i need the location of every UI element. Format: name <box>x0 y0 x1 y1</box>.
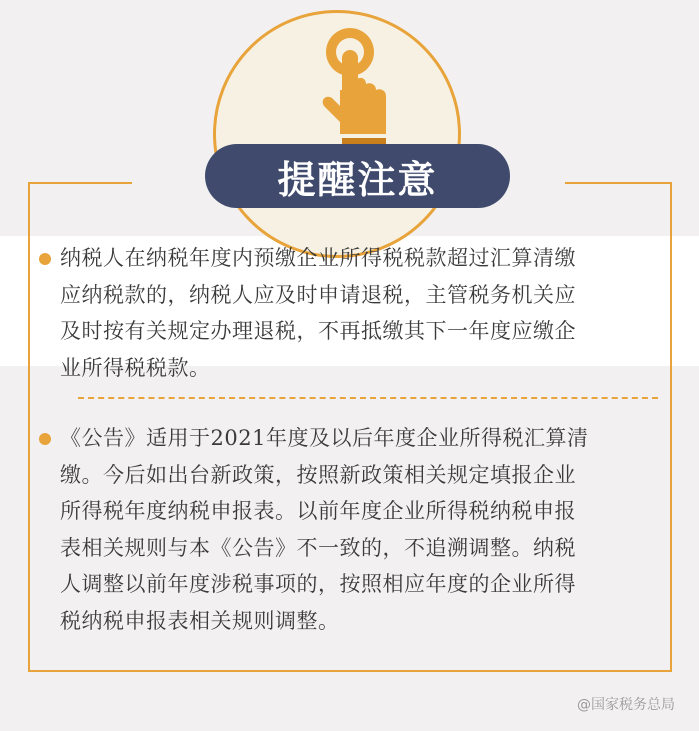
paragraph-2-line: 《公告》适用于2021年度及以后年度企业所得税汇算清 <box>60 426 589 450</box>
paragraph-1-line: 纳税人在纳税年度内预缴企业所得税税款超过汇算清缴 <box>60 246 576 270</box>
bullet-2 <box>39 433 51 445</box>
frame-top-left <box>28 182 132 184</box>
paragraph-2-line: 缴。今后如出台新政策，按照新政策相关规定填报企业 <box>60 462 576 487</box>
frame-left <box>28 182 30 672</box>
paragraph-2-line: 表相关规则与本《公告》不一致的，不追溯调整。纳税 <box>60 535 576 560</box>
title-banner: 提醒注意 <box>205 144 510 208</box>
paragraph-2-line: 人调整以前年度涉税事项的，按照相应年度的企业所得 <box>60 572 576 596</box>
pointing-hand-icon <box>300 20 400 150</box>
frame-top-right <box>565 182 672 184</box>
frame-bottom <box>28 670 672 672</box>
paragraph-1-line: 及时按有关规定办理退税，不再抵缴其下一年度应缴企 <box>60 319 576 343</box>
paragraph-2-line: 所得税年度纳税申报表。以前年度企业所得税纳税申报 <box>60 499 576 523</box>
bullet-1 <box>39 253 51 265</box>
paragraph-1 <box>60 240 660 386</box>
dashed-divider <box>78 397 658 399</box>
paragraph-2-line: 税纳税申报表相关规则调整。 <box>60 608 340 633</box>
frame-right <box>670 182 672 672</box>
source-credit: @国家税务总局 <box>577 697 675 713</box>
paragraph-2 <box>60 420 660 639</box>
paragraph-1-line: 应纳税款的，纳税人应及时申请退税，主管税务机关应 <box>60 282 576 307</box>
paragraph-1-line: 业所得税税款。 <box>60 355 211 380</box>
